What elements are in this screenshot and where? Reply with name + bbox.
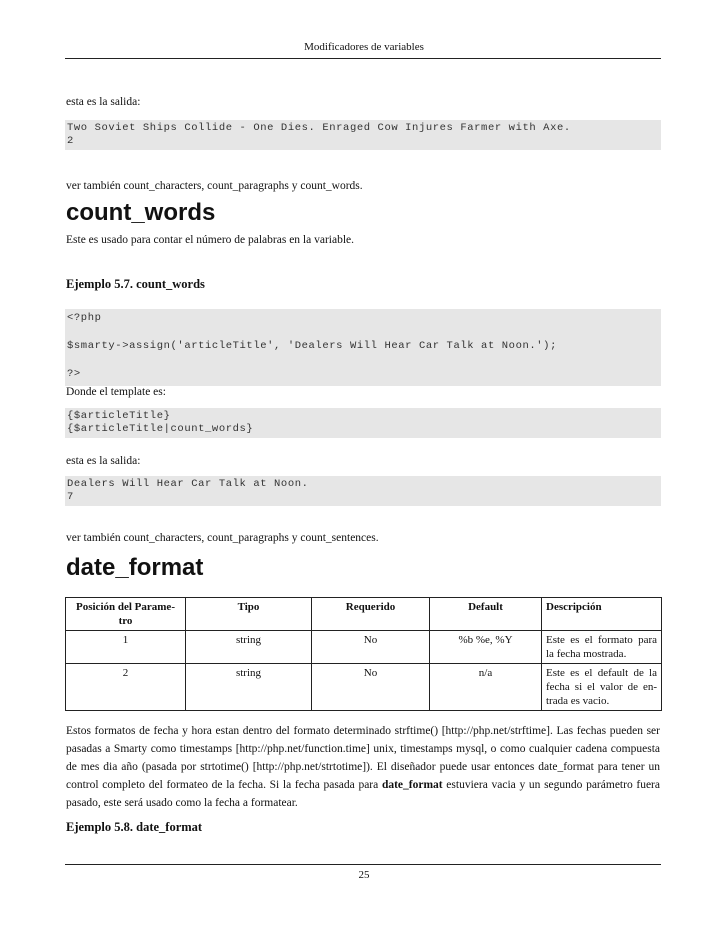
table-cell: No xyxy=(312,664,430,711)
code-line: {$articleTitle|count_words} xyxy=(67,423,254,435)
paragraph-text: estuviera vacia y un segundo parámetro fuera pasado, este será usado como la fecha a formatear. xyxy=(66,779,660,809)
running-header: Modificadores de variables xyxy=(304,41,424,53)
table-cell: No xyxy=(312,631,430,664)
output-code-block xyxy=(65,476,661,506)
table-cell: string xyxy=(186,664,312,711)
code-line xyxy=(67,353,661,367)
code-line: ?> xyxy=(67,368,81,380)
code-line: <?php xyxy=(67,312,102,324)
code-line: Two Soviet Ships Collide - One Dies. Enraged Cow Injures Farmer with Axe. xyxy=(67,122,571,134)
output-label: esta es la salida: xyxy=(66,96,141,108)
output-code-block xyxy=(65,120,661,150)
page-number: 25 xyxy=(358,869,370,881)
template-code-block xyxy=(65,408,661,438)
table-row xyxy=(66,664,662,711)
output-label: esta es la salida: xyxy=(66,455,141,467)
paragraph-emphasis: date_format xyxy=(381,779,443,791)
code-line xyxy=(67,325,661,339)
table-cell: string xyxy=(186,631,312,664)
table-row xyxy=(66,631,662,664)
code-line: Dealers Will Hear Car Talk at Noon. xyxy=(67,478,309,490)
table-cell: 2 xyxy=(66,664,186,711)
code-line: {$articleTitle} xyxy=(67,410,171,422)
code-line: $smarty->assign('articleTitle', 'Dealers Will Hear Car Talk at Noon.'); xyxy=(67,340,557,352)
column-header: Default xyxy=(430,598,542,631)
example-title: Ejemplo 5.8. date_format xyxy=(66,820,203,834)
see-also-text: ver también count_characters, count_paragraphs y count_sentences. xyxy=(66,532,379,544)
example-title: Ejemplo 5.7. count_words xyxy=(66,277,205,291)
table-header-row xyxy=(66,598,662,631)
footer-rule xyxy=(65,864,661,865)
paragraph-text: Estos formatos de fecha y hora estan dentro del formato determinado strftime() [http://php.net/strftime]. Las fechas pueden ser pasadas a Smarty como timestamps [http://php.net/function.time] unix, timestamps mysql, o como cualquier cadena compuesta de mes dia año (pasada por strtotime() [http://php.net/strtotime]). El diseñador puede usar entonces date_format para tener un control completo del formateo de la fecha. Si la fecha pasada para xyxy=(66,725,660,791)
php-code-block xyxy=(65,309,661,386)
header-rule xyxy=(65,58,661,59)
table-cell: %b %e, %Y xyxy=(430,631,542,664)
table-cell: Este es el default de la fecha si el valor de en-trada es vacio. xyxy=(542,664,662,711)
section-description: Este es usado para contar el número de palabras en la variable. xyxy=(66,234,355,246)
see-also-text: ver también count_characters, count_paragraphs y count_words. xyxy=(66,180,363,192)
date-format-paragraph xyxy=(66,722,660,812)
template-label: Donde el template es: xyxy=(66,386,166,398)
column-header: Requerido xyxy=(312,598,430,631)
section-title-count-words: count_words xyxy=(66,199,216,226)
code-line: 7 xyxy=(67,491,74,503)
column-header: Posición del Parame- tro xyxy=(66,598,186,631)
table-cell: n/a xyxy=(430,664,542,711)
table-cell: Este es el formato para la fecha mostrada. xyxy=(542,631,662,664)
code-line: 2 xyxy=(67,135,74,147)
parameters-table xyxy=(65,597,662,711)
section-title-date-format: date_format xyxy=(66,554,204,581)
table-cell: 1 xyxy=(66,631,186,664)
column-header: Descripción xyxy=(542,598,662,631)
column-header: Tipo xyxy=(186,598,312,631)
